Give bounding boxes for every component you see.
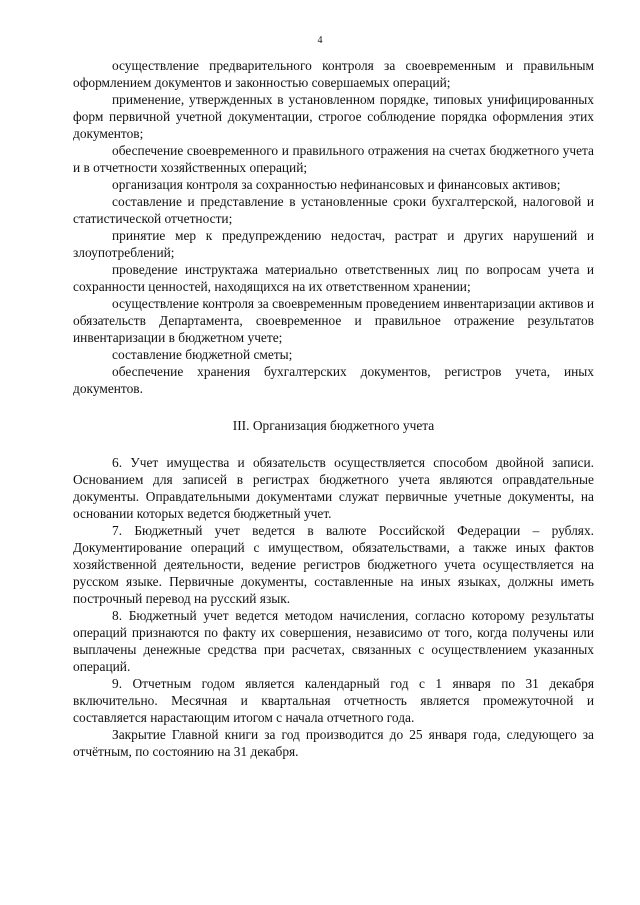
list-item: принятие мер к предупреждению недостач, растрат и других нарушений и злоупотреблений; (73, 228, 594, 260)
list-item: составление бюджетной сметы; (112, 347, 293, 362)
list-item: составление и представление в установленные сроки бухгалтерской, налоговой и статистической отчетности; (73, 194, 594, 226)
paragraph-6: 6. Учет имущества и обязательств осуществляется способом двойной записи. Основанием для записей в регистрах бюджетного учета являются оправдательные документы. Оправдательными документами служат первичные учетные документы, на основании которых ведется бюджетный учет. (73, 455, 594, 521)
document-body (73, 57, 594, 760)
page-number: 4 (317, 35, 323, 46)
paragraph-8: 8. Бюджетный учет ведется методом начисления, согласно которому результаты операций признаются по факту их совершения, независимо от того, когда получены или выплачены денежные средства при расчетах, связанных с осуществлением указанных операций. (73, 608, 594, 674)
paragraph-9: 9. Отчетным годом является календарный год с 1 января по 31 декабря включительно. Месячная и квартальная отчетность является промежуточной и составляется нарастающим итогом с начала отчетного года. (73, 676, 594, 725)
list-item: организация контроля за сохранностью нефинансовых и финансовых активов; (112, 177, 561, 192)
list-item: осуществление контроля за своевременным проведением инвентаризации активов и обязательств Департамента, своевременное и правильное отражение результатов инвентаризации в бюджетном учете; (73, 296, 594, 345)
paragraph-7: 7. Бюджетный учет ведется в валюте Российской Федерации – рублях. Документирование операций с имуществом, обязательствами, а также иных фактов хозяйственной деятельности, ведение регистров бюджетного учета осуществляется на русском языке. Первичные документы, составленные на иных языках, должны иметь построчный перевод на русский язык. (73, 523, 594, 606)
list-item: проведение инструктажа материально ответственных лиц по вопросам учета и сохранности ценностей, находящихся на их ответственном хранении; (73, 262, 594, 294)
paragraph-ledger-closing: Закрытие Главной книги за год производится до 25 января года, следующего за отчётным, по состоянию на 31 декабря. (73, 727, 594, 759)
section-heading: III. Организация бюджетного учета (232, 418, 435, 433)
list-item: обеспечение своевременного и правильного отражения на счетах бюджетного учета и в отчетности хозяйственных операций; (73, 143, 594, 175)
list-item: обеспечение хранения бухгалтерских документов, регистров учета, иных документов. (73, 364, 594, 396)
list-item: осуществление предварительного контроля за своевременным и правильным оформлением документов и законностью совершаемых операций; (73, 58, 594, 90)
list-item: применение, утвержденных в установленном порядке, типовых унифицированных форм первичной учетной документации, строгое соблюдение порядка оформления этих документов; (73, 92, 594, 141)
